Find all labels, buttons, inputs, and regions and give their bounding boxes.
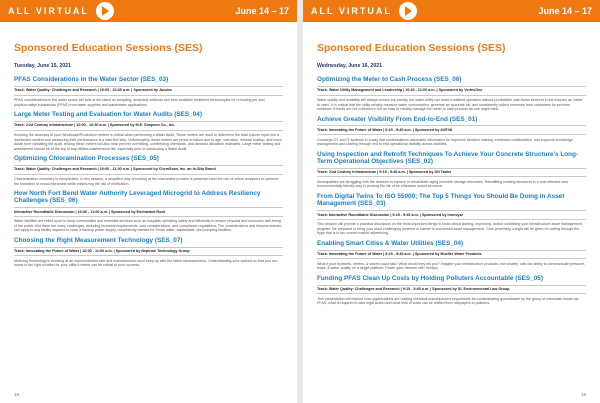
event-dates: June 14 – 17 [235,6,289,16]
session-block [14,76,283,107]
session-title: Enabling Smart Cities & Water Utilities (SES_04) [317,239,464,247]
right-content [303,22,600,306]
all-virtual-label: ALL VIRTUAL [8,6,89,16]
session-block [317,193,586,236]
session-description: Water quality and reliability will always remain top priority, but water utility can build a resilient operation without predictable cash flows inherent in the industry as 'meter to cash'. It is critical that the utility reliably measure water consumption, generate an accurate bill, and consistently collect revenues from customers for services rendered. If funds are not collected in full as easy to reliably manage the meter to cash process as one might think. [317,98,583,111]
session-title: Optimizing the Meter to Cash Process (SES_06) [317,76,462,83]
session-block [317,151,586,189]
session-track: Track: Innovating the Future of Water | 9:15 - 9:45 a.m. | Sponsored by AVEVA [317,125,586,135]
section-heading: Sponsored Education Sessions (SES) [317,42,506,54]
session-block [317,116,586,147]
session-track: Track: Interactive Roundtable Discussion | 9:15 - 9:45 a.m. | Sponsored by Innovyze [317,210,586,220]
play-icon [399,2,417,20]
session-title: Choosing the Right Measurement Technology (SES_07) [14,236,183,244]
session-title: Optimizing Chloramination Processes (SES_05) [14,155,159,162]
session-track: Track: Water Quality: Challenges and Research | 9:15 - 9:45 a.m. | Sponsored by SL Environmental Law Group [317,285,586,295]
top-banner [303,0,600,22]
session-description: Municipalities are struggling with the decision to replace or rehabilitate aging concrete storage structures. Retrofitting existing structures is a cost effective and environmentally friendly way to prolong the life of an otherwise sound structure. [317,179,568,189]
all-virtual-label: ALL VIRTUAL [311,6,392,16]
session-block [317,275,586,306]
session-description: Metering technology is evolving at an unprecedented rate and manufacturers must keep up with the latest advancements. Understanding your options so that you can invest in the right solution for your utility's needs can be critical to your success. [14,258,278,268]
session-track: Track: Water Utility Management and Leadership | 10:30 - 11:00 a.m. | Sponsored by VertexOne [317,86,586,96]
session-block [14,237,283,268]
play-icon [96,2,114,20]
session-title: Using Inspection and Retrofit Techniques To Achieve Your Concrete Structure's Long-Term Operational Objectives (SES_02) [317,150,579,165]
session-description: This session will provide a practical discussion on the most important things to know about starting, improving, and/or sustaining your infrastructure asset management program. Be prepared to bring your most challenging problem or barrier to successful asset management. Time permitting, insight will be given on cutting through the hype that is in the current market advertising. [317,222,582,236]
session-track: Track: 21st Century Infrastructure | 9:15 - 9:45 a.m. | Sponsored by DN Tanks [317,168,586,178]
session-title: How North Fort Bend Water Authority Leveraged Microgrid to Address Resiliency Challenges (SES_06) [14,190,261,205]
session-track: Track: Water Quality: Challenges and Research | 10:00 - 11:00 a.m. | Sponsored by ChemScan, Inc. an In-Situ Brand [14,165,283,175]
session-block [14,155,283,186]
section-heading: Sponsored Education Sessions (SES) [14,42,203,54]
session-block [14,190,283,233]
left-content [0,22,297,268]
session-description: What if your hydrants, meters, & valves could talk? What would they tell you? Imagine your infrastructure products, but smarter, with the ability to communicate pressure, leaks, & water quality on a single platform. Power your network with Sentryx. [317,261,586,271]
session-description: Knowing the accuracy of your Wholesale/Production meters is critical when performing a Water Audit. These meters are used to determine the total volume input into a distribution system and measuring their performance is a vital first step. Unfortunately, these meters are prone to failure due to age, corrosion, mineral buildup, and more. Aside from validating the audit, testing these meters will also help prevent overbilling, overfeeding chemicals, and demand allocation estimates. Large meter testing and assessment should be at the top of any utilities maintenance list, especially prior to conducting a Water Audit. [14,133,283,151]
left-page [0,0,297,403]
session-title: PFAS Considerations in the Water Sector (SES_03) [14,76,169,83]
session-block [317,240,586,271]
session-track: Track: Water Quality: Challenges and Research | 10:00 - 10:30 a.m. | Sponsored by Jacobs [14,86,283,96]
session-description: Chloramination chemistry is complicated. In this session, a simplified way of looking at the chloramine process is presented and the use of online analyzers to optimize the formation of monochloramine while minimizing the risk of nitrification. [14,177,279,186]
session-description: This presentation will explore how organizations are holding chemical manufacturers responsible for contaminating groundwater by the group of chemicals known as PFAS, what is required to take legal action and what kind of costs can be shifted from ratepayers to polluters. [317,296,579,306]
session-track: Track: 21st Century Infrastructure | 10:00 - 10:30 a.m. | Sponsored by M.E. Simpson Co., Inc. [14,121,283,131]
right-page [303,0,600,403]
session-description: Converge OT and IT systems in a way that contextualizes actionable information for improved decision making, enhanced collaboration, and supports knowledge management and sharing through end to end operational visibility across facilities. [317,137,573,146]
session-title: Achieve Greater Visibility From End-to-End (SES_01) [317,115,478,123]
session-description: Water facilities are relied upon to keep communities and essential services such as hospitals operating safely and efficiently to ensure physical and economic well-being of the public. But there are many challenges, including technical requirements, cost considerations, and compliance regulations. The considerations and lessons learned can apply to any facility required to have a backup power supply, consistently needed for Texas water, wastewater, and pumping facilities. [14,219,282,233]
page-number: 19 [580,392,586,397]
page-number: 18 [14,392,20,397]
day-heading: Wednesday, June 16, 2021 [317,63,382,69]
session-track: Interactive Roundtable Discussion | 10:30 - 11:00 a.m. | Sponsored by Enchanted Rock [14,207,283,217]
top-banner [0,0,297,22]
session-title: From Digital Twins To ISO 55000; The Top 5 Things You Should Be Doing in Asset Management (SES_03) [317,192,565,208]
session-title: Large Meter Testing and Evaluation for Water Audits (SES_04) [14,111,202,118]
session-title: Funding PFAS Clean Up Costs by Holding Polluters Accountable (SES_05) [317,274,543,282]
session-track: Track: Innovating the Future of Water | 9:15 - 9:45 a.m. | Sponsored by Mueller Water Products [317,250,586,260]
event-dates: June 14 – 17 [538,6,592,16]
session-track: Track: Innovating the Future of Water | 10:30 - 11:00 a.m. | Sponsored by Neptune Technology Group [14,247,283,257]
session-description: PFAS considerations in the water sector will look at the latest on sampling, analytical methods and best available treatment technologies for removing per and polyfluoroalkyl substances (PFAS) from water supplies and wastewater applications. [14,98,265,107]
session-block [317,76,586,112]
session-block [14,111,283,151]
day-heading: Tuesday, June 15, 2021 [14,63,71,69]
